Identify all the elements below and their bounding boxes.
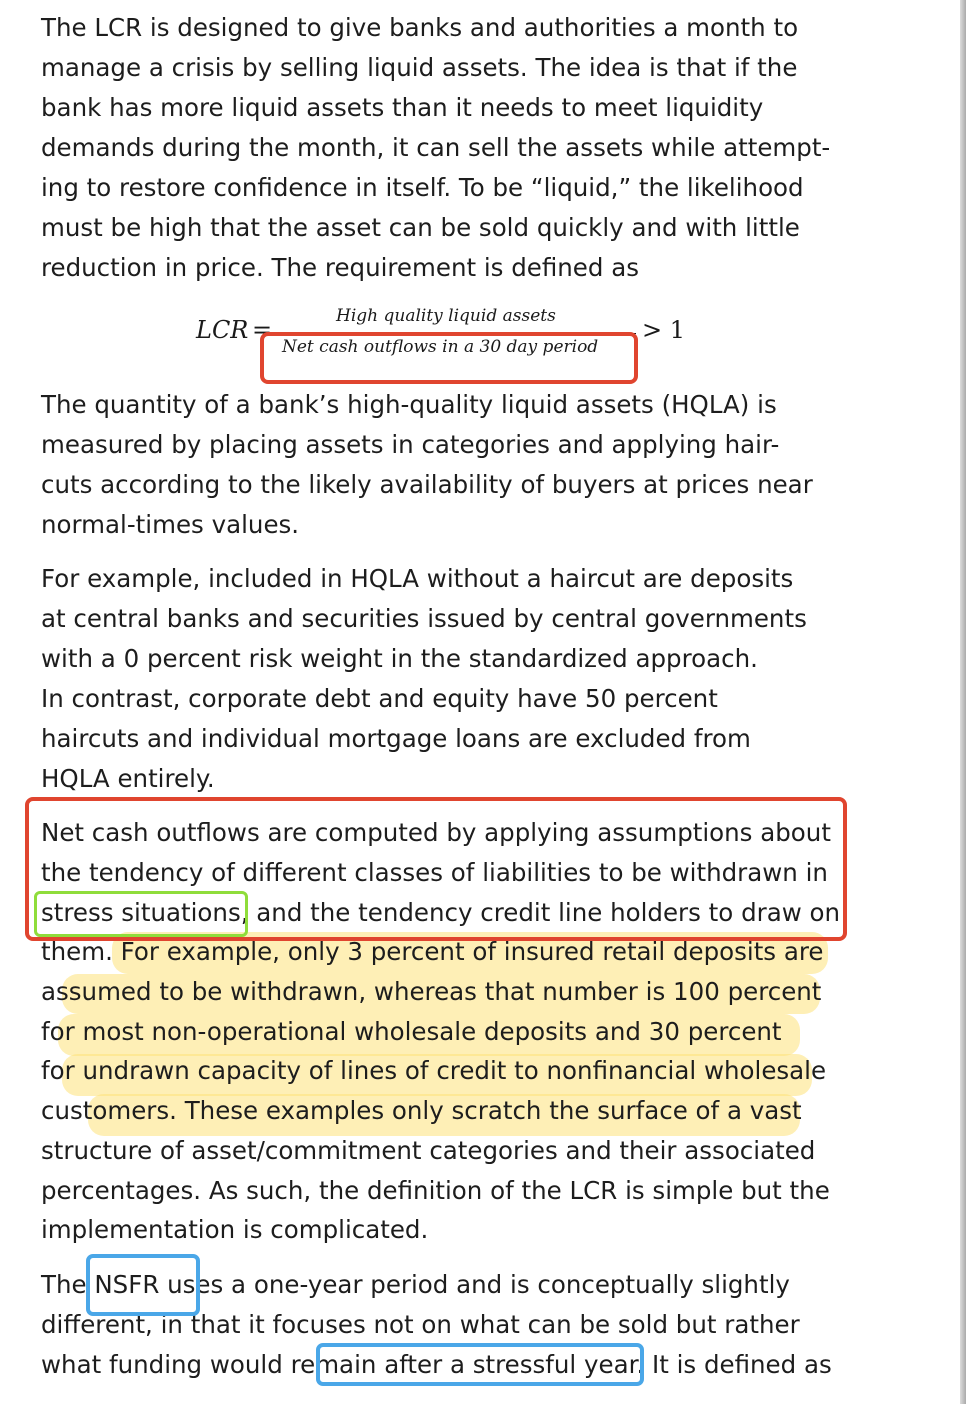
text-line: reduction in price. The requirement is defined as (41, 253, 640, 282)
text-line: percentages. As such, the definition of the LCR is simple but the (41, 1176, 830, 1205)
text-line: HQLA entirely. (41, 764, 215, 793)
text-line: different, in that it focuses not on what can be sold but rather (41, 1310, 800, 1339)
text-line: structure of asset/commitment categories and their associated (41, 1136, 816, 1165)
text-line: For example, included in HQLA without a haircut are deposits (41, 564, 794, 593)
green-annotation-box-stress-situations (34, 891, 248, 937)
text-line: the tendency of different classes of liabilities to be withdrawn in (41, 858, 828, 887)
text-line: must be high that the asset can be sold quickly and with little (41, 213, 800, 242)
text-line: customers. These examples only scratch the surface of a vast (41, 1096, 802, 1125)
text-line: haircuts and individual mortgage loans are excluded from (41, 724, 751, 753)
text-line: bank has more liquid assets than it needs to meet liquidity (41, 93, 764, 122)
text-line: for most non-operational wholesale deposits and 30 percent (41, 1017, 782, 1046)
text-line: ing to restore confidence in itself. To be “liquid,” the likelihood (41, 173, 804, 202)
text-line: normal-times values. (41, 510, 300, 539)
text-line: with a 0 percent risk weight in the standardized approach. (41, 644, 758, 673)
equation-equals: = (252, 316, 273, 344)
text-line: at central banks and securities issued by central governments (41, 604, 807, 633)
text-line: In contrast, corporate debt and equity have 50 percent (41, 684, 718, 713)
text-line: demands during the month, it can sell the assets while attempt- (41, 133, 831, 162)
text-line: The quantity of a bank’s high-quality liquid assets (HQLA) is (41, 390, 777, 419)
text-line: stress situations, and the tendency credit line holders to draw on (41, 898, 841, 927)
text-line: Net cash outflows are computed by applying assumptions about (41, 818, 831, 847)
blue-annotation-box-remain-after-stressful-year (316, 1343, 644, 1386)
text-line: cuts according to the likely availability of buyers at prices near (41, 470, 813, 499)
text-line: for undrawn capacity of lines of credit to nonfinancial wholesale (41, 1056, 827, 1085)
text-line: what funding would remain after a stressful year. It is defined as (41, 1350, 832, 1379)
equation-denominator: Net cash outflows in a 30 day period (282, 337, 599, 357)
equation-lhs: LCR (196, 316, 249, 344)
blue-annotation-box-nsfr (86, 1254, 200, 1316)
text-line: The LCR is designed to give banks and authorities a month to (41, 13, 799, 42)
text-line: them. For example, only 3 percent of insured retail deposits are (41, 937, 824, 966)
page-edge-shadow (960, 0, 966, 1404)
text-line: measured by placing assets in categories and applying hair- (41, 430, 780, 459)
text-line: The NSFR uses a one-year period and is conceptually slightly (41, 1270, 790, 1299)
text-line: assumed to be withdrawn, whereas that number is 100 percent (41, 977, 822, 1006)
text-line: manage a crisis by selling liquid assets. The idea is that if the (41, 53, 798, 82)
equation-numerator: High quality liquid assets (336, 306, 556, 326)
red-annotation-box-denominator (260, 332, 638, 384)
equation-rhs: > 1 (642, 316, 686, 344)
text-line: implementation is complicated. (41, 1215, 429, 1244)
